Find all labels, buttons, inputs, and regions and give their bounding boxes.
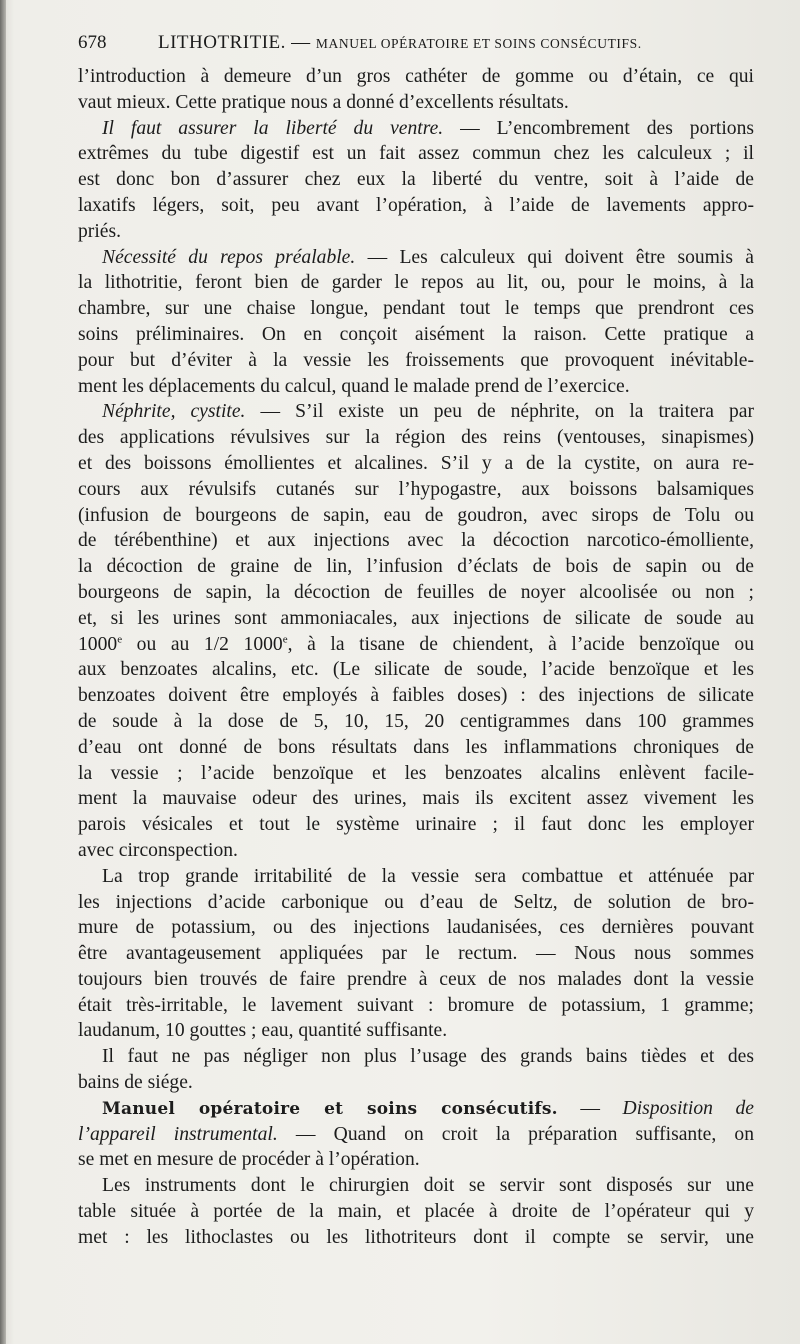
line-text: — S’il existe un peu de néphrite, on la traitera par: [245, 401, 754, 423]
text-line: [78, 606, 754, 632]
line-text: laudanum, 10 gouttes ; eau, quantité suffisante.: [78, 1020, 448, 1042]
line-text: benzoates doivent être employés à faibles doses) : des injections de silicate: [78, 685, 754, 707]
italic-heading: Il faut assurer la liberté du ventre.: [102, 117, 444, 139]
text-line: [78, 219, 754, 245]
line-text: met : les lithoclastes ou les lithotriteurs dont il compte se servir, une: [78, 1226, 754, 1248]
section-heading: Manuel opératoire et soins consécutifs.: [102, 1098, 558, 1119]
line-text: ment les déplacements du calcul, quand le malade prend de l’exercice.: [78, 375, 630, 397]
line-text: avec circonspection.: [78, 839, 238, 861]
line-text: ment la mauvaise odeur des urines, mais ils excitent assez vivement les: [78, 788, 754, 810]
line-text: était très-irritable, le lavement suivant : bromure de potassium, 1 gramme;: [78, 994, 754, 1016]
text-line: [78, 812, 754, 838]
text-line: [78, 993, 754, 1019]
text-line: [78, 632, 754, 658]
line-text: Il faut ne pas négliger non plus l’usage des grands bains tièdes et des: [102, 1046, 754, 1068]
text-line: [78, 477, 754, 503]
text-line: [78, 941, 754, 967]
text-line: [78, 864, 754, 890]
line-text: et, si les urines sont ammoniacales, aux injections de silicate de soude au: [78, 607, 754, 629]
line-text: toujours bien trouvés de faire prendre à ceux de nos malades dont la vessie: [78, 968, 754, 990]
line-text: aux benzoates alcalins, etc. (Le silicate de soude, l’acide benzoïque et les: [78, 659, 754, 681]
text-line: [78, 735, 754, 761]
text-line: [78, 90, 754, 116]
text-line: [78, 890, 754, 916]
text-line: [78, 425, 754, 451]
line-text: bourgeons de sapin, la décoction de feuilles de noyer alcoolisée ou non ;: [78, 581, 754, 603]
text-line: [78, 761, 754, 787]
line-text: —: [557, 1097, 623, 1119]
line-text: table située à portée de la main, et placée à droite de l’opérateur qui y: [78, 1201, 754, 1223]
text-line: [78, 1096, 754, 1122]
line-text: priés.: [78, 220, 121, 242]
line-text: et des boissons émollientes et alcalines. S’il y a de la cystite, on aura re-: [78, 452, 754, 474]
text-line: [78, 348, 754, 374]
line-text: la décoction de graine de lin, l’infusion d’éclats de bois de sapin ou de: [78, 556, 754, 578]
text-line: [78, 580, 754, 606]
text-line: [78, 167, 754, 193]
text-line: [78, 528, 754, 554]
line-text: laxatifs légers, soit, peu avant l’opération, à l’aide de lavements appro-: [78, 194, 754, 216]
text-line: [78, 967, 754, 993]
running-title-main: LITHOTRITIE. —: [158, 32, 316, 53]
line-text: l’introduction à demeure d’un gros cathéter de gomme ou d’étain, ce qui: [78, 66, 754, 87]
text-line: [78, 322, 754, 348]
text-line: [78, 683, 754, 709]
text-line: [78, 709, 754, 735]
text-line: [78, 1070, 754, 1096]
italic-heading: l’appareil instrumental.: [78, 1123, 278, 1145]
text-line: [78, 786, 754, 812]
page-number: 678: [78, 32, 107, 53]
line-text: (infusion de bourgeons de sapin, eau de goudron, avec sirops de Tolu ou: [78, 504, 754, 526]
text-line: [78, 554, 754, 580]
text-line: [78, 657, 754, 683]
page-gutter-shadow: [0, 0, 6, 1344]
italic-heading: Nécessité du repos préalable.: [102, 246, 356, 268]
line-text: — Les calculeux qui doivent être soumis à: [355, 246, 754, 268]
text-line: [78, 1199, 754, 1225]
text-line: [78, 1044, 754, 1070]
line-text: — L’encombrement des portions: [443, 117, 754, 139]
line-text: de soude à la dose de 5, 10, 15, 20 centigrammes dans 100 grammes: [78, 710, 754, 732]
line-text: Les instruments dont le chirurgien doit se servir sont disposés sur une: [102, 1175, 754, 1197]
text-line: [78, 1018, 754, 1044]
text-line: [78, 1147, 754, 1173]
line-text: de térébenthine) et aux injections avec la décoction narcotico-émolliente,: [78, 530, 754, 552]
line-text: d’eau ont donné de bons résultats dans les inflammations chroniques de: [78, 736, 754, 758]
line-text: chambre, sur une chaise longue, pendant tout le temps que prendront ces: [78, 298, 754, 320]
line-text: cours aux révulsifs cutanés sur l’hypogastre, aux boissons balsamiques: [78, 478, 754, 500]
text-line: [78, 399, 754, 425]
italic-heading: Néphrite, cystite.: [102, 401, 246, 423]
line-text: parois vésicales et tout le système urinaire ; il faut donc les employer: [78, 814, 754, 836]
text-line: [78, 64, 754, 90]
page-header: [78, 32, 758, 58]
line-text: extrêmes du tube digestif est un fait assez commun chez les calculeux ; il: [78, 143, 754, 165]
text-line: [78, 838, 754, 864]
line-text: la lithotritie, feront bien de garder le repos au lit, ou, pour le moins, à la: [78, 272, 754, 294]
text-line: [78, 915, 754, 941]
line-text: — Quand on croit la préparation suffisante, on: [277, 1123, 754, 1145]
line-text: bains de siége.: [78, 1072, 193, 1094]
line-text: la vessie ; l’acide benzoïque et les benzoates alcalins enlèvent facile-: [78, 762, 754, 784]
running-title-subtitle: MANUEL OPÉRATOIRE ET SOINS CONSÉCUTIFS.: [315, 36, 642, 51]
running-title: [158, 32, 642, 54]
line-text: se met en mesure de procéder à l’opération.: [78, 1149, 420, 1171]
line-text: les injections d’acide carbonique ou d’eau de Seltz, de solution de bro-: [78, 891, 754, 913]
line-text: La trop grande irritabilité de la vessie sera combattue et atténuée par: [102, 865, 754, 887]
text-line: [78, 141, 754, 167]
text-line: [78, 1173, 754, 1199]
text-line: [78, 1225, 754, 1251]
text-line: [78, 451, 754, 477]
line-text: des applications révulsives sur la région des reins (ventouses, sinapismes): [78, 427, 754, 449]
body-text: [78, 64, 754, 1251]
text-line: [78, 270, 754, 296]
text-line: [78, 193, 754, 219]
line-text: soins préliminaires. On en conçoit aisément la raison. Cette pratique a: [78, 323, 754, 345]
line-text: être avantageusement appliquées par le rectum. — Nous nous sommes: [78, 943, 754, 965]
text-line: [78, 116, 754, 142]
line-text: est donc bon d’assurer chez eux la liberté du ventre, soit à l’aide de: [78, 169, 754, 191]
line-text: pour but d’éviter à la vessie les froissements que provoquent inévitable-: [78, 349, 754, 371]
line-text: 1000e ou au 1/2 1000e, à la tisane de chiendent, à l’acide benzoïque ou: [78, 633, 754, 655]
text-line: [78, 1122, 754, 1148]
line-text: vaut mieux. Cette pratique nous a donné d’excellents résultats.: [78, 91, 569, 113]
text-line: [78, 503, 754, 529]
line-text: mure de potassium, ou des injections laudanisées, ces dernières pouvant: [78, 917, 754, 939]
text-line: [78, 296, 754, 322]
text-line: [78, 374, 754, 400]
text-line: [78, 245, 754, 271]
italic-subheading: Disposition de: [622, 1097, 754, 1119]
